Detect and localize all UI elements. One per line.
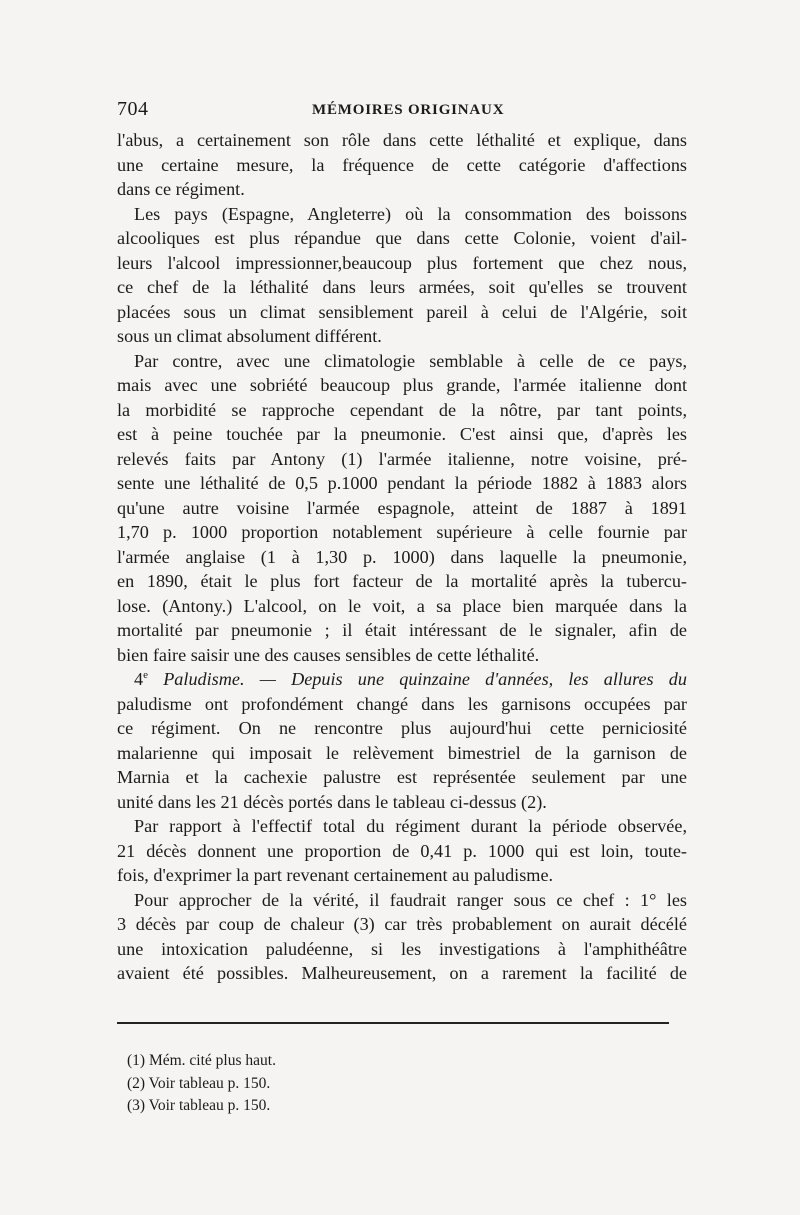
text-line: fois, d'exprimer la part revenant certainement au paludisme. <box>117 865 554 885</box>
text-line: 21 décès donnent une proportion de 0,41 p. 1000 qui est loin, toute- <box>117 840 687 861</box>
text-line: malarienne qui imposait le relèvement bimestriel de la garnison de <box>117 742 687 763</box>
text-line: alcooliques est plus répandue que dans cette Colonie, voient d'ail- <box>117 228 687 248</box>
text-line: Marnia et la cachexie palustre est représentée seulement par une <box>117 767 687 787</box>
section-number: 4e <box>134 668 148 689</box>
footnote: (2) Voir tableau p. 150. <box>127 1074 271 1092</box>
body-text <box>117 128 687 986</box>
text-line: placées sous un climat sensiblement pareil à celui de l'Algérie, soit <box>117 301 687 322</box>
running-title: MÉMOIRES ORIGINAUX <box>312 102 505 118</box>
footnote: (1) Mém. cité plus haut. <box>127 1052 276 1069</box>
footnote: (3) Voir tableau p. 150. <box>127 1097 271 1114</box>
text-line: Par contre, avec une climatologie semblable à celle de ce pays, <box>134 350 687 371</box>
text-line: mortalité par pneumonie ; il était intéressant de le signaler, afin de <box>117 620 687 640</box>
text-line: une certaine mesure, la fréquence de cette catégorie d'affections <box>117 154 687 175</box>
text-line: sente une léthalité de 0,5 p.1000 pendant la période 1882 à 1883 alors <box>117 473 687 493</box>
text-line: l'armée anglaise (1 à 1,30 p. 1000) dans laquelle la pneumonie, <box>117 546 687 567</box>
page-header <box>117 98 687 126</box>
text-line: l'abus, a certainement son rôle dans cette léthalité et explique, dans <box>117 130 687 150</box>
text-line: une intoxication paludéenne, si les investigations à l'amphithéâtre <box>117 938 687 959</box>
text-line: Par rapport à l'effectif total du régiment durant la période observée, <box>134 816 687 836</box>
text-line: lose. (Antony.) L'alcool, on le voit, a sa place bien marquée dans la <box>117 595 687 616</box>
text-line: 1,70 p. 1000 proportion notablement supérieure à celle fournie par <box>117 522 687 542</box>
text-line: paludisme ont profondément changé dans les garnisons occupées par <box>117 693 687 714</box>
text-line: avaient été possibles. Malheureusement, on a rarement la facilité de <box>117 963 687 983</box>
text-line: Pour approcher de la vérité, il faudrait ranger sous ce chef : 1° les <box>134 889 687 910</box>
text-line: ce chef de la léthalité dans leurs armées, soit qu'elles se trouvent <box>117 277 687 297</box>
text-line: Les pays (Espagne, Angleterre) où la consommation des boissons <box>134 203 687 224</box>
text-line: ce régiment. On ne rencontre plus aujourd'hui cette perniciosité <box>117 718 687 738</box>
text-line: qu'une autre voisine l'armée espagnole, atteint de 1887 à 1891 <box>117 497 687 518</box>
text-line: sous un climat absolument différent. <box>117 326 382 346</box>
footnotes <box>127 1050 527 1118</box>
text-line: bien faire saisir une des causes sensibles de cette léthalité. <box>117 644 540 665</box>
text-line: est à peine touchée par la pneumonie. C'est ainsi que, d'après les <box>117 424 687 444</box>
text-line: mais avec une sobriété beaucoup plus grande, l'armée italienne dont <box>117 375 687 395</box>
text-line: unité dans les 21 décès portés dans le tableau ci-dessus (2). <box>117 791 547 812</box>
footnote-divider <box>117 1022 669 1024</box>
text-line: leurs l'alcool impressionner,beaucoup plus fortement que chez nous, <box>117 252 687 273</box>
section-heading-line <box>117 667 687 692</box>
text-line: 3 décès par coup de chaleur (3) car très probablement on aurait décélé <box>117 914 687 934</box>
text-line: relevés faits par Antony (1) l'armée italienne, notre voisine, pré- <box>117 448 687 469</box>
text-line: en 1890, était le plus fort facteur de la mortalité après la tubercu- <box>117 571 687 591</box>
page-number: 704 <box>117 98 149 120</box>
text-line: la morbidité se rapproche cependant de la nôtre, par tant points, <box>117 399 687 420</box>
text-line: dans ce régiment. <box>117 179 245 199</box>
section-heading-text: Paludisme. — Depuis une quinzaine d'années, les allures du <box>163 669 687 689</box>
